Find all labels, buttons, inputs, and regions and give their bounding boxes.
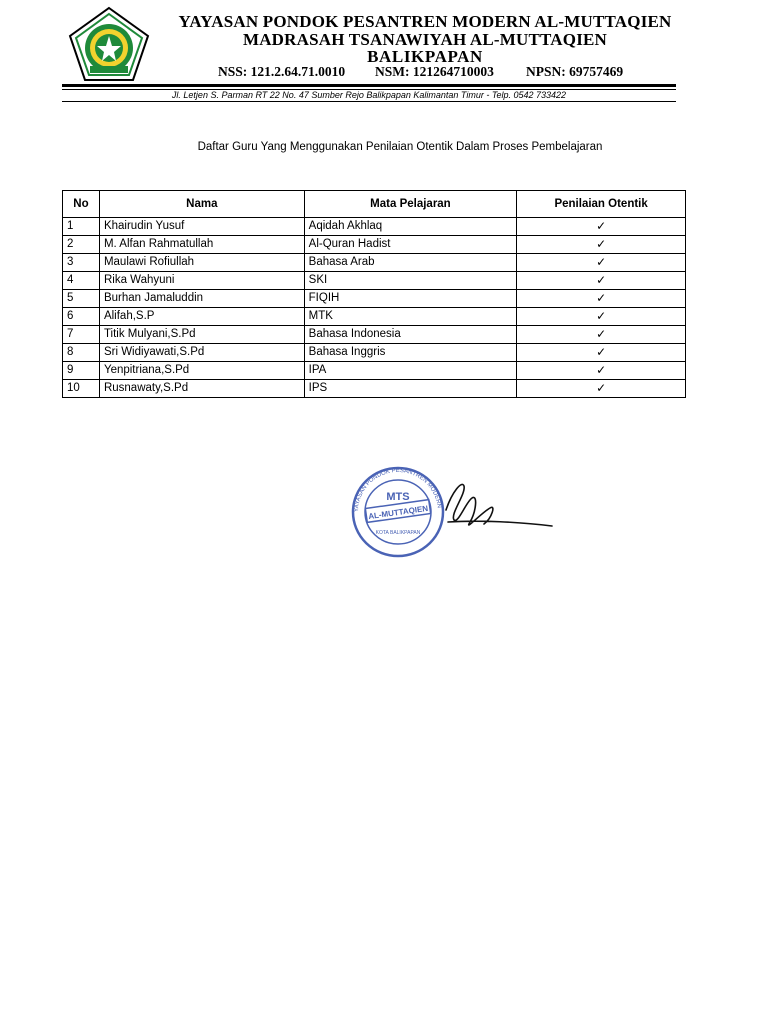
assessment-check: ✓ bbox=[517, 326, 686, 344]
subject-name: Al-Quran Hadist bbox=[304, 236, 517, 254]
header-divider-thick bbox=[62, 84, 676, 87]
subject-name: MTK bbox=[304, 308, 517, 326]
nss-number: NSS: 121.2.64.71.0010 bbox=[218, 64, 346, 79]
assessment-check: ✓ bbox=[517, 290, 686, 308]
table-row bbox=[63, 308, 686, 326]
subject-name: Bahasa Inggris bbox=[304, 344, 517, 362]
header-mata-pelajaran: Mata Pelajaran bbox=[304, 191, 517, 218]
stamp-ring-text: YAYASAN PONDOK PESANTREN MODERN bbox=[353, 467, 442, 513]
row-number: 8 bbox=[63, 344, 100, 362]
teacher-name: Rika Wahyuni bbox=[99, 272, 304, 290]
subject-name: Bahasa Indonesia bbox=[304, 326, 517, 344]
assessment-check: ✓ bbox=[517, 218, 686, 236]
subject-name: IPS bbox=[304, 380, 517, 398]
teacher-name: Rusnawaty,S.Pd bbox=[99, 380, 304, 398]
table-row bbox=[63, 218, 686, 236]
row-number: 10 bbox=[63, 380, 100, 398]
teacher-name: Burhan Jamaluddin bbox=[99, 290, 304, 308]
npsn-number: NPSN: 69757469 bbox=[526, 64, 624, 79]
assessment-check: ✓ bbox=[517, 362, 686, 380]
assessment-check: ✓ bbox=[517, 272, 686, 290]
row-number: 9 bbox=[63, 362, 100, 380]
nsm-number: NSM: 121264710003 bbox=[375, 64, 494, 79]
table-row bbox=[63, 272, 686, 290]
teacher-name: M. Alfan Rahmatullah bbox=[99, 236, 304, 254]
table-row bbox=[63, 254, 686, 272]
header-nama: Nama bbox=[99, 191, 304, 218]
row-number: 6 bbox=[63, 308, 100, 326]
row-number: 7 bbox=[63, 326, 100, 344]
signature bbox=[446, 484, 552, 526]
subject-name: FIQIH bbox=[304, 290, 517, 308]
table-row bbox=[63, 362, 686, 380]
subject-name: Aqidah Akhlaq bbox=[304, 218, 517, 236]
table-row bbox=[63, 344, 686, 362]
city-name: BALIKPAPAN bbox=[367, 47, 483, 66]
stamp-bottom-text: KOTA BALIKPAPAN bbox=[375, 530, 421, 536]
header-no: No bbox=[63, 191, 100, 218]
subject-name: SKI bbox=[304, 272, 517, 290]
school-logo bbox=[68, 6, 150, 82]
teacher-name: Titik Mulyani,S.Pd bbox=[99, 326, 304, 344]
assessment-check: ✓ bbox=[517, 254, 686, 272]
assessment-check: ✓ bbox=[517, 344, 686, 362]
foundation-name: YAYASAN PONDOK PESANTREN MODERN AL-MUTTAQIEN bbox=[178, 12, 672, 31]
table-row bbox=[63, 326, 686, 344]
row-number: 4 bbox=[63, 272, 100, 290]
school-address: Jl. Letjen S. Parman RT 22 No. 47 Sumber Rejo Balikpapan Kalimantan Timur - Telp. 0542 733422 bbox=[171, 90, 567, 100]
school-name: MADRASAH TSANAWIYAH AL-MUTTAQIEN bbox=[242, 30, 608, 49]
row-number: 3 bbox=[63, 254, 100, 272]
subject-name: Bahasa Arab bbox=[304, 254, 517, 272]
document-title: Daftar Guru Yang Menggunakan Penilaian Otentik Dalam Proses Pembelajaran bbox=[197, 141, 603, 153]
teacher-name: Khairudin Yusuf bbox=[99, 218, 304, 236]
table-row bbox=[63, 380, 686, 398]
row-number: 5 bbox=[63, 290, 100, 308]
assessment-check: ✓ bbox=[517, 308, 686, 326]
table-row bbox=[63, 290, 686, 308]
stamp-main-text: AL-MUTTAQIEN bbox=[367, 503, 429, 522]
header-penilaian-otentik: Penilaian Otentik bbox=[517, 191, 686, 218]
teacher-name: Yenpitriana,S.Pd bbox=[99, 362, 304, 380]
teacher-table bbox=[62, 190, 686, 398]
school-stamp-signature bbox=[350, 462, 560, 562]
subject-name: IPA bbox=[304, 362, 517, 380]
teacher-name: Maulawi Rofiullah bbox=[99, 254, 304, 272]
table-header-row bbox=[63, 191, 686, 218]
table-row bbox=[63, 236, 686, 254]
row-number: 2 bbox=[63, 236, 100, 254]
teacher-name: Sri Widiyawati,S.Pd bbox=[99, 344, 304, 362]
assessment-check: ✓ bbox=[517, 380, 686, 398]
teacher-name: Alifah,S.P bbox=[99, 308, 304, 326]
address-divider bbox=[62, 101, 676, 102]
row-number: 1 bbox=[63, 218, 100, 236]
assessment-check: ✓ bbox=[517, 236, 686, 254]
stamp-top-text: MTS bbox=[386, 491, 410, 503]
